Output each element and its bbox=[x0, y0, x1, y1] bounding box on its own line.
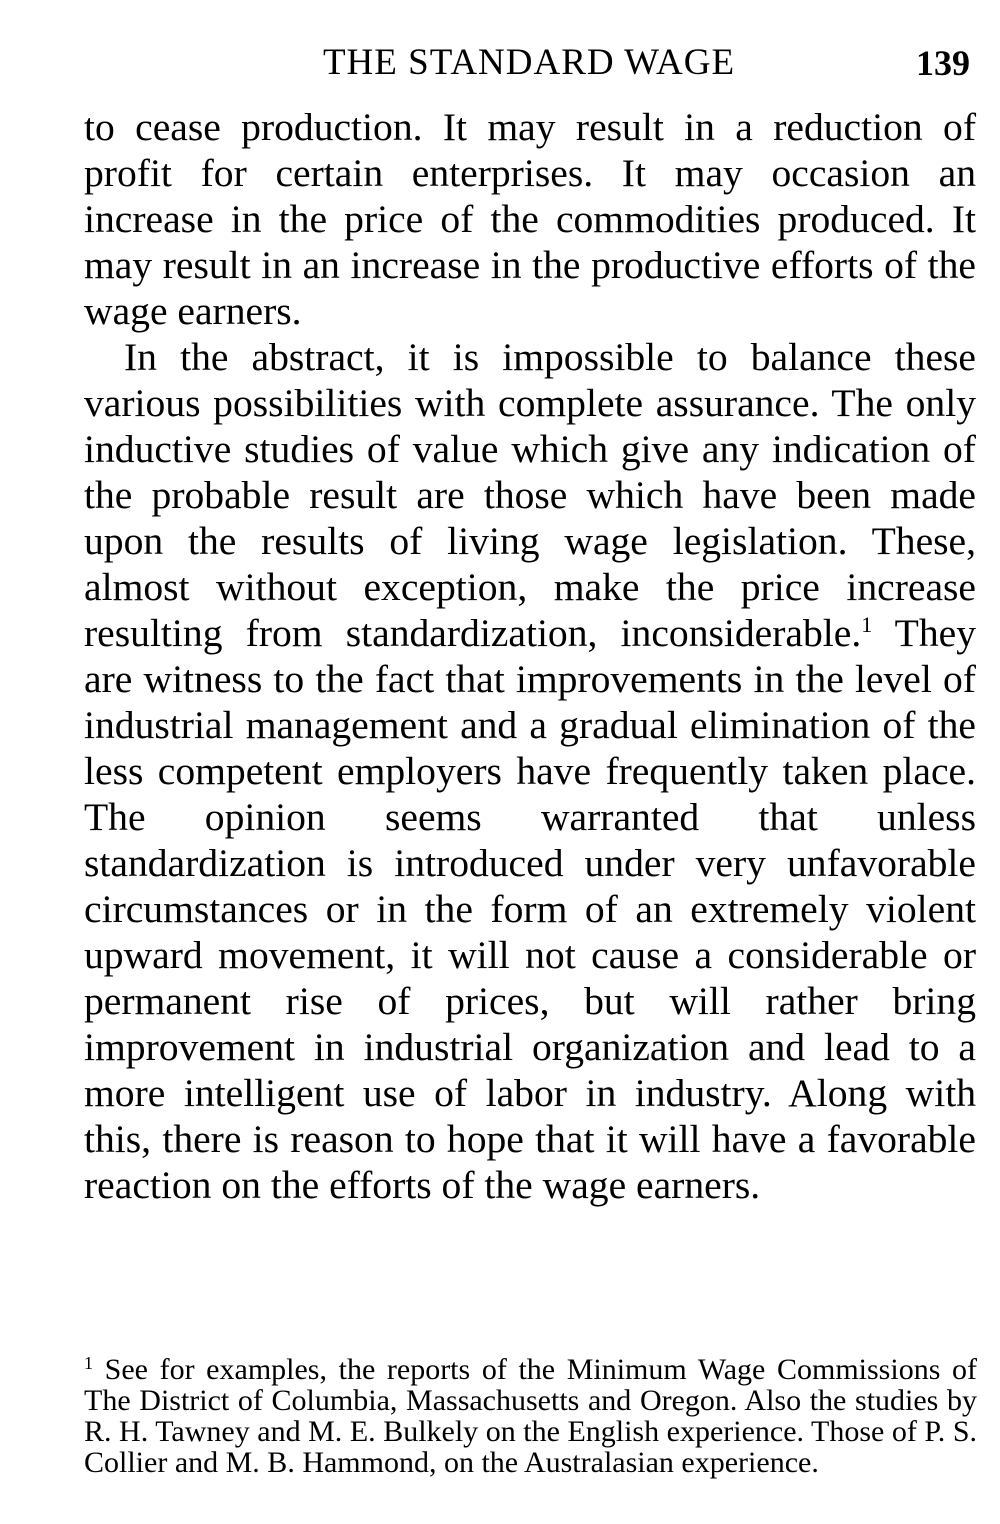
footnote-text: See for examples, the reports of the Minimum Wage Commissions of The District of Columbia, Massachusetts and Oregon. Also the studies by R. H. Tawney and M. E. Bulkely on the English experience. Those of P. S. Collier and M. B. Hammond, on the Australasian experience. bbox=[84, 1353, 977, 1479]
running-title: THE STANDARD WAGE bbox=[322, 42, 736, 83]
footnote bbox=[84, 1354, 977, 1478]
page-number: 139 bbox=[916, 43, 970, 83]
footnote-reference: 1 bbox=[861, 612, 873, 637]
paragraph-continued: to cease production. It may result in a reduction of profit for certain enterprises. It may occasion an increase in the price of the commodities produced. It may result in an increase in the productive efforts of the wage earners. bbox=[84, 105, 976, 333]
paragraph-text-end: They are witness to the fact that improvements in the level of industrial management and a gradual elimination of the less competent employers have frequently taken place. The opinion seems warranted that unless standardization is introduced under very unfavorable circumstances or in the form of an extremely violent upward movement, it will not cause a considerable or permanent rise of prices, but will rather bring improvement in industrial organization and lead to a more intelligent use of labor in industry. Along with this, there is reason to hope that it will have a favorable reaction on the efforts of the wage earners. bbox=[84, 611, 976, 1207]
body-text bbox=[84, 104, 976, 1208]
paragraph-text-start: In the abstract, it is impossible to balance these various possibilities with complete assurance. The only inductive studies of value which give any indication of the probable result are those which have been made upon the results of living wage legislation. These, almost without exception, make the price increase resulting from standardization, inconsiderable. bbox=[84, 335, 976, 655]
running-head bbox=[84, 38, 974, 90]
paragraph-main bbox=[84, 334, 976, 1208]
footnote-marker: 1 bbox=[84, 1353, 93, 1373]
